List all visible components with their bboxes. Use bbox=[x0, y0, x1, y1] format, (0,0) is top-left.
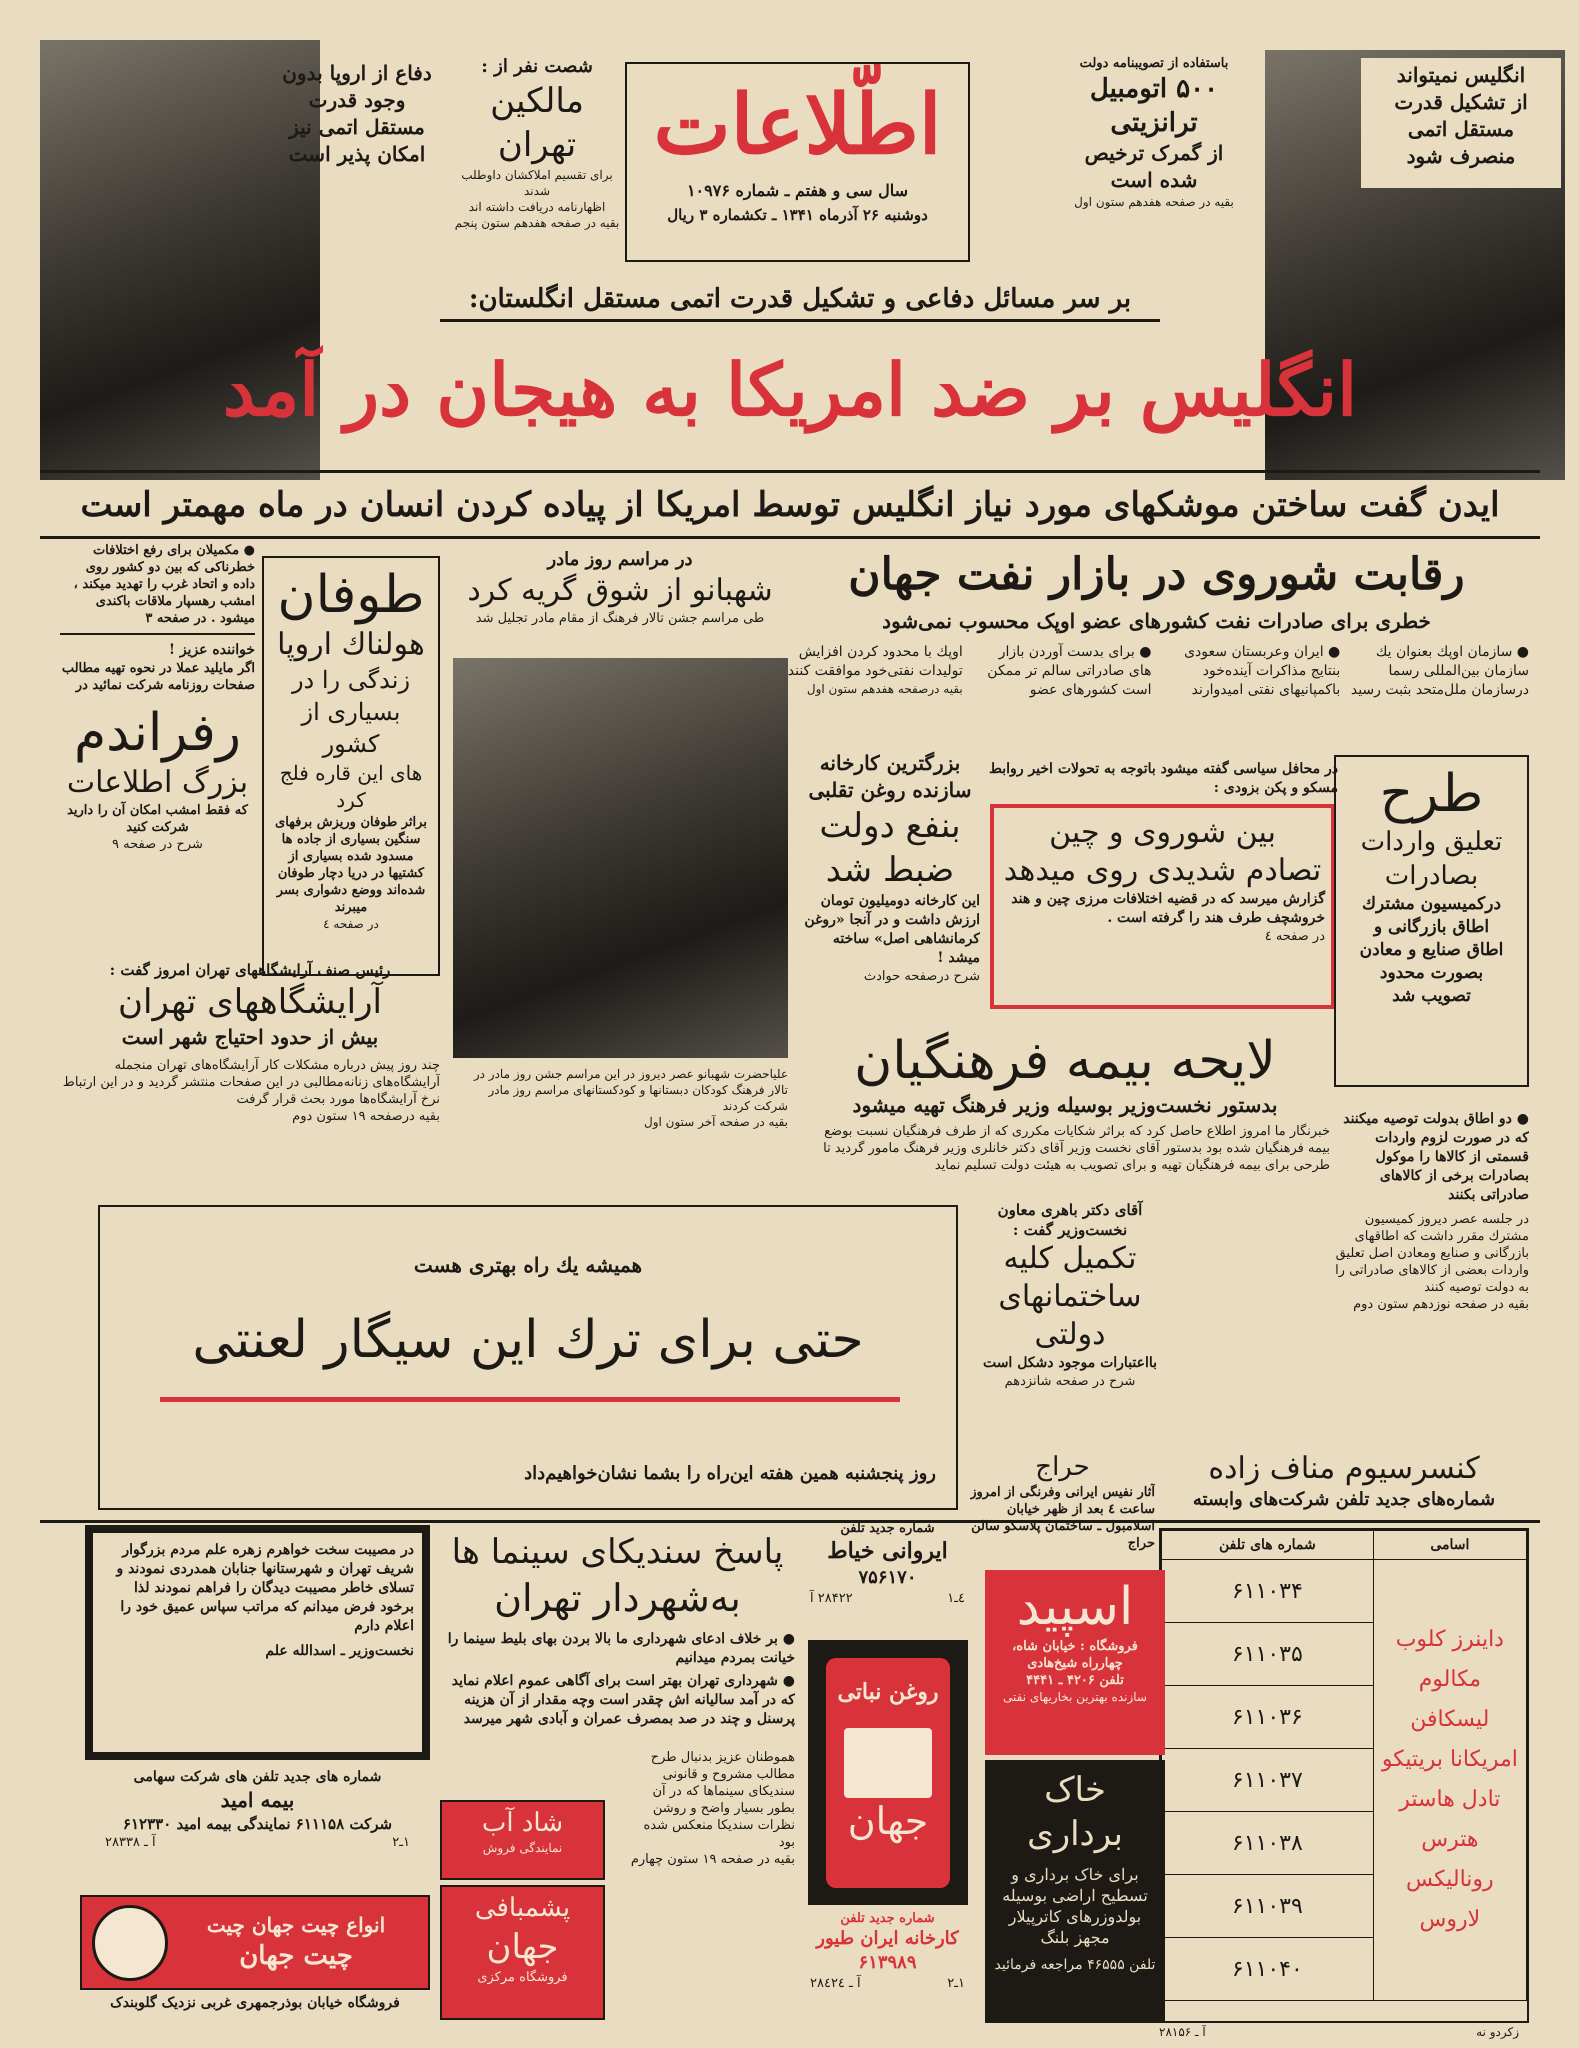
shahbanu-continued: بقیه در صفحه آخر ستون اول bbox=[643, 1115, 788, 1129]
tariff-sub: اطاق صنایع و معادن bbox=[1359, 940, 1504, 960]
tariff-sub: اطاق بازرگانی و bbox=[1373, 917, 1490, 937]
factory-title: ضبط شد bbox=[825, 850, 955, 890]
left-quote-box bbox=[1361, 58, 1561, 188]
cinemas-bullet: ● شهرداری تهران بهتر است برای آگاهی عموم اعلام نماید که در آمد سالیانه اش چقدر است وچه مقدار از آن هزینه پرسنل و چند در صد بمصرف عمران و آبادی شهر میرسد bbox=[451, 1673, 795, 1727]
tariff-note: ● دو اطاق بدولت توصیه میکنند که در صورت لزوم واردات قسمتی از کالاها را موکول بصادرات برخی از کالاهای صادراتی بکنند bbox=[1343, 1111, 1529, 1203]
storm-continued: در صفحه ٤ bbox=[323, 917, 379, 931]
oil-ad-code: ۱ـ۲ bbox=[947, 1976, 965, 1991]
referendum-continued: شرح در صفحه ۹ bbox=[112, 837, 203, 852]
buildings-continued: شرح در صفحه شانزدهم bbox=[1004, 1374, 1136, 1389]
cars-sub-2: شده است bbox=[1110, 168, 1198, 192]
insurance-body: خبرنگار ما امروز اطلاع حاصل کرد که براثر شکایات مکرری که از طرف فرهنگیان نسبت بوضع بیمه فرهنگیان شده بود بدستور آقای نخست وزیر آقای دکتر خانلری وزیر فرهنگ مامور گردید تا طرحی برای بیمه فرهنگیان تهیه و برای تصویب به هیئت دولت تسلیم نماید bbox=[823, 1124, 1330, 1173]
cars-article bbox=[1059, 55, 1249, 265]
barbers-continued: بقیه درصفحه ۱۹ ستون دوم bbox=[292, 1109, 440, 1124]
company-names bbox=[1373, 1560, 1526, 2001]
masthead-logo: اطّلاعات bbox=[653, 77, 942, 173]
shahbanu-caption-text: علیاحضرت شهبانو عصر دیروز در این مراسم جشن روز مادر در تالار فرهنگ کودکان دبستانها و کودکستانهای مراسم روز مادر شرکت کردند bbox=[473, 1067, 788, 1113]
cars-title: ۵۰۰ اتومبیل bbox=[1089, 74, 1219, 104]
oil-title: رقابت شوروی در بازار نفت جهان bbox=[848, 549, 1465, 600]
barbers-article bbox=[60, 960, 440, 1220]
owners-body: برای تقسیم املاکشان داوطلب شدند bbox=[461, 168, 613, 198]
cars-sub: از گمرک ترخیص bbox=[1084, 141, 1224, 165]
oil-col: ● سازمان اوپك بعنوان يك سازمان بين‌المللى رسما درسازمان ملل‌متحد بثبت رسيد bbox=[1350, 644, 1529, 698]
espid-address: فروشگاه : خیابان شاه، چهارراه شیخ‌هادی bbox=[1012, 1639, 1138, 1671]
oil-ad bbox=[808, 1640, 968, 1905]
masthead-volume: سال سی و هفتم ـ شماره ۱۰۹۷۶ bbox=[686, 181, 909, 200]
oil-ad-codes bbox=[800, 1975, 975, 1992]
insurance-ad-kicker: شماره‌ های جدید تلفن های شرکت سهامی bbox=[133, 1769, 382, 1785]
leftcol-rule bbox=[60, 633, 255, 635]
khak-title: خاک برداری bbox=[1027, 1770, 1123, 1854]
khak-body: برای خاک برداری و تسطیح اراضی بوسیله بولدوزرهای کاترپیلار مجهز بلنگ bbox=[1002, 1865, 1148, 1947]
cars-title-2: ترانزیتی bbox=[1110, 108, 1198, 138]
shahbanu-photo bbox=[453, 658, 788, 1058]
storm-sub: کرد bbox=[336, 788, 366, 812]
insurance-title: لایحه بیمه فرهنگیان bbox=[854, 1031, 1276, 1091]
phone-number: ۶۱۱۰۳۶ bbox=[1162, 1686, 1374, 1749]
tariff-more bbox=[1334, 1110, 1529, 1455]
cinemas-title: پاسخ سندیکای سینما ها bbox=[451, 1532, 784, 1572]
cars-kicker: باستفاده از تصویبنامه دولت bbox=[1079, 56, 1229, 71]
sharab-line: نمایندگی فروش bbox=[482, 1841, 563, 1855]
storm-sub: هولناك اروپا bbox=[277, 627, 425, 662]
chit-text bbox=[168, 1912, 424, 1973]
espid-ad bbox=[985, 1570, 1165, 1755]
espid-phone: تلفن ۴۲۰۶ ـ ۴۴۴۱ bbox=[1026, 1673, 1124, 1688]
tariff-sub: بصورت محدود bbox=[1379, 963, 1484, 983]
tariff-title: طرح bbox=[1379, 764, 1484, 824]
concert-sub: شماره‌های جدید تلفن شرکت‌های وابسته bbox=[1192, 1489, 1496, 1510]
concert-header bbox=[1159, 1450, 1529, 1522]
oil-col-text: اوپك با محدود كردن افزايش توليدات نفتى‌خود موافقت كنند bbox=[787, 644, 963, 679]
owners-body-2: اظهارنامه دریافت داشته اند bbox=[468, 200, 606, 214]
factory-article bbox=[800, 750, 980, 1050]
chit-line-2: چیت جهان bbox=[239, 1941, 353, 1971]
tailor-ad bbox=[800, 1520, 975, 1630]
phone-number: ۶۱۱۰۳۵ bbox=[1162, 1623, 1374, 1686]
oil-ad-kicker: شماره جدید تلفن bbox=[840, 1911, 935, 1926]
oil-ad-code-2: آ ـ ۲۸٤۲٤ bbox=[810, 1976, 861, 1991]
barbers-body: چند روز پیش درباره مشکلات كار آرایشگاه‌های تهران منجمله آرایشگاه‌های زنانه‌مطالبی در این صفحات منتشر گردید و در این ارتباط نرخ آرایشگاه‌ها مورد بحث قرار گرفت bbox=[62, 1058, 440, 1107]
tariff-sub: تعلیق واردات bbox=[1360, 827, 1503, 857]
oil-article bbox=[784, 548, 1529, 748]
sharab-ad bbox=[440, 1800, 605, 1880]
banner-rule bbox=[40, 470, 1540, 473]
owners-title-2: تهران bbox=[497, 125, 577, 165]
tariff-article bbox=[1334, 755, 1529, 1087]
espid-tag: سازنده بهترین بخاریهای نفتی bbox=[1003, 1690, 1147, 1704]
tariff-continued: بقیه در صفحه نوزدهم ستون دوم bbox=[1353, 1297, 1529, 1312]
insurance-ad bbox=[85, 1768, 430, 1888]
tailor-code-2: ۲۸۴۲۲ آ bbox=[810, 1591, 853, 1606]
reader-body: اگر مایلید عملا در نحوه تهیه مطالب صفحات روزنامه شرکت نمائید در bbox=[61, 661, 255, 693]
storm-title: طوفان bbox=[277, 565, 425, 625]
sino-title-2: تصادم شدیدی روی میدهد bbox=[1003, 853, 1322, 888]
owners-continued: بقیه در صفحه هفدهم ستون پنجم bbox=[454, 216, 620, 230]
cigar-kicker: همیشه يك راه بهتری هست bbox=[413, 1253, 643, 1277]
cigar-ad bbox=[98, 1205, 958, 1510]
chit-ad bbox=[80, 1895, 430, 1990]
right-quote-line: وجود قدرت bbox=[308, 88, 406, 112]
phone-table bbox=[1159, 1528, 1529, 2023]
auction-title: حراج bbox=[1035, 1452, 1090, 1482]
auction-body: آثار نفیس ایرانی وفرنگی از امروز ساعت ٤ بعد از ظهر خیابان اسلامبول ـ ساختمان پلاسکو سالن حراج bbox=[970, 1485, 1155, 1551]
barbers-deck: بیش از حدود احتیاج شهر است bbox=[121, 1025, 379, 1049]
phone-number: ۶۱۱۰۳۴ bbox=[1162, 1560, 1374, 1623]
cinemas-body: هموطنان عزیز بدنبال طرح مطالب مشروح و قانونی سندیکای سینماها که در آن بطور بسیار واضح و روشن نظرات سندیکا منعکس شده بود bbox=[643, 1750, 795, 1850]
owners-title: مالکین bbox=[490, 81, 584, 121]
storm-sub: زندگی را در bbox=[291, 666, 411, 694]
oil-col bbox=[784, 643, 963, 700]
cars-continued: بقیه در صفحه هفدهم ستون اول bbox=[1074, 195, 1234, 209]
factory-body: این کارخانه دومیلیون تومان ارزش داشت و در آنجا «روغن کرمانشاهی اصل» ساخته میشد ! bbox=[804, 893, 980, 966]
factory-title: بزرگترین کارخانه bbox=[819, 751, 961, 775]
subhead-rule bbox=[40, 536, 1540, 539]
oil-col: ● براى بدست آوردن بازار هاى صادراتى سالم تر ممكن است كشورهاى عضو bbox=[987, 644, 1152, 698]
shahbanu-kicker: در مراسم روز مادر bbox=[547, 549, 693, 570]
masthead-date: دوشنبه ۲۶ آذرماه ۱۳۴۱ ـ تکشماره ۳ ریال bbox=[667, 206, 928, 224]
left-quote-line: مستقل اتمی bbox=[1407, 117, 1515, 141]
insurance-ad-name: بیمه امید bbox=[220, 1788, 295, 1812]
cinemas-continued: بقیه در صفحه ۱۹ ستون چهارم bbox=[630, 1852, 795, 1867]
tailor-name: ایروانی خیاط bbox=[827, 1538, 948, 1564]
cinemas-bullet: ● بر خلاف ادعای شهرداری ما بالا بردن بهای بلیط سینما را خیانت بمردم میدانیم bbox=[447, 1631, 795, 1666]
sino-box bbox=[990, 804, 1335, 1009]
oil-brand-2: جهان bbox=[847, 1799, 929, 1843]
referendum-title: رفراندم bbox=[73, 703, 242, 763]
shahbanu-article bbox=[445, 548, 795, 1148]
phone-footnote-b: آ ـ ۲۸۱۵۶ bbox=[1159, 2025, 1206, 2039]
sino-continued: در صفحه ٤ bbox=[1264, 929, 1325, 944]
referendum-sub: بزرگ اطلاعات bbox=[66, 765, 249, 800]
storm-sub: بسیاری از کشور bbox=[301, 698, 401, 758]
leftcol bbox=[60, 542, 255, 952]
tailor-code: ٤ـ١ bbox=[947, 1591, 965, 1606]
col-numbers-header: شماره های تلفن bbox=[1162, 1531, 1374, 1560]
right-quote-line: امکان پذیر است bbox=[288, 142, 426, 166]
condolence-box bbox=[85, 1525, 430, 1760]
oil-deck: خطری برای صادرات نفت کشورهای عضو اوپک محسوب نمی‌شود bbox=[882, 609, 1431, 633]
left-quote-line: منصرف شود bbox=[1406, 144, 1516, 168]
col-names-header: اسامی bbox=[1373, 1531, 1526, 1560]
masthead bbox=[625, 62, 970, 262]
pashm-ad bbox=[440, 1885, 605, 2020]
espid-brand: اسپید bbox=[1016, 1577, 1134, 1637]
oil-ad-footer bbox=[800, 1910, 975, 2020]
concert-title: کنسرسیوم مناف زاده bbox=[1208, 1451, 1480, 1486]
subhead: ایدن گفت ساختن موشکهای مورد نیاز انگلیس توسط امریکا از پیاده کردن انسان در ماه مهمتر است bbox=[80, 485, 1500, 525]
insurance-deck: بدستور نخست‌وزیر بوسیله وزیر فرهنگ تهیه میشود bbox=[852, 1093, 1278, 1117]
insurance-ad-line: شرکت ۶۱۱۱۵۸ نمایندگی بیمه امید ۶۱۲۳۳۰ bbox=[122, 1815, 393, 1833]
buildings-title: ساختمانهای bbox=[998, 1279, 1142, 1314]
right-quote-line: مستقل اتمی نیز bbox=[289, 115, 425, 139]
insurance-ad-code-2: آ ـ ۲۸۳۳۸ bbox=[105, 1835, 156, 1850]
shahbanu-deck: طی مراسم جشن تالار فرهنگ از مقام مادر تجلیل شد bbox=[475, 611, 765, 626]
factory-title: بنفع دولت bbox=[819, 806, 961, 846]
sino-article bbox=[988, 760, 1338, 1010]
referendum-body: که فقط امشب امکان آن را دارید شرکت کنید bbox=[67, 803, 248, 835]
buildings-kicker: آقای دکتر باهری معاون نخست‌وزیر گفت : bbox=[997, 1201, 1143, 1239]
banner-kicker: بر سر مسائل دفاعی و تشکیل قدرت اتمی مستقل انگلستان: bbox=[440, 282, 1160, 322]
oil-continued: بقيه درصفحه هفدهم ستون اول bbox=[806, 682, 963, 696]
oil-ad-phone: ۶۱۳۹۸۹ bbox=[858, 1952, 917, 1973]
oil-label bbox=[844, 1728, 932, 1798]
barbers-title: آرایشگاههای تهران bbox=[118, 982, 382, 1022]
sino-body: گزارش میرسد که در قضیه اختلافات مرزی چین و هند خروشچف طرف هند را گرفته است . bbox=[1011, 891, 1325, 926]
factory-continued: شرح درصفحه حوادث bbox=[863, 969, 980, 984]
macmillan-note: ● مکمیلان برای رفع اختلافات خطرناکی که بین دو کشور روی داده و اتحاد غرب را تهدید میکند ، امشب رهسپار ملاقات باکندی میشود . در صفحه ۳ bbox=[73, 543, 255, 626]
cigar-headline: حتی برای ترك این سیگار لعنتی bbox=[192, 1310, 864, 1370]
insurance-article bbox=[800, 1030, 1330, 1205]
storm-body: براثر طوفان وريزش برفهاى سنگين بسيارى از جاده ها مسدود شده بسيارى از كشتيها در دريا دچار طوفان شده‌اند ووضع دشوارى بسر ميبرند bbox=[275, 815, 427, 915]
tailor-kicker: شماره جدید تلفن bbox=[840, 1521, 935, 1536]
phone-number: ۶۱۱۰۳۹ bbox=[1162, 1875, 1374, 1938]
auction-article bbox=[970, 1450, 1155, 1580]
tariff-sub: درکمیسیون مشترك bbox=[1361, 894, 1502, 914]
buildings-body: بااعتبارات موجود دشکل است bbox=[982, 1355, 1158, 1371]
sino-kicker: در محافل سیاسی گفته میشود باتوجه به تحولات اخیر روابط مسکو و پکن بزودی : bbox=[988, 761, 1338, 796]
chit-line: انواع چیت جهان چیت bbox=[206, 1913, 386, 1937]
insurance-ad-codes bbox=[85, 1834, 430, 1851]
left-quote-line: انگلیس نمیتواند bbox=[1396, 63, 1526, 87]
cinemas-title-2: به‌شهردار تهران bbox=[494, 1576, 741, 1620]
phone-table-grid bbox=[1161, 1530, 1527, 2001]
buildings-article bbox=[980, 1200, 1160, 1450]
phone-footnote bbox=[1159, 2024, 1519, 2044]
reader-kicker: خواننده عزیز ! bbox=[168, 642, 255, 658]
tailor-phone: ۷۵۶۱۷۰ bbox=[858, 1567, 917, 1588]
kennedy-quote-box bbox=[268, 58, 446, 188]
storm-article bbox=[262, 556, 440, 976]
oil-brand: روغن نباتی bbox=[837, 1679, 939, 1705]
shahbanu-caption bbox=[453, 1066, 788, 1144]
company-names-text: داینرز کلوب مکالوم لیسکافن امریکانا بریتیکو تادل هاستر هترس رونالیکس لاروس bbox=[1381, 1627, 1518, 1932]
owners-article bbox=[452, 55, 622, 285]
sharab-brand: شاد آب bbox=[481, 1808, 564, 1838]
sino-title: بین شوروی و چین bbox=[1049, 815, 1276, 850]
left-quote-line: از تشکیل قدرت bbox=[1394, 90, 1528, 114]
phone-number: ۶۱۱۰۳۸ bbox=[1162, 1812, 1374, 1875]
pashm-brand-2: جهان bbox=[486, 1927, 559, 1967]
right-quote-line: دفاع از اروپا بدون bbox=[282, 61, 432, 85]
cigar-footer: روز پنجشنبه همین هفته این‌راه را بشما نشان‌خواهیم‌داد bbox=[524, 1463, 936, 1484]
cigar-underline bbox=[160, 1397, 900, 1402]
phone-number: ۶۱۱۰۴۰ bbox=[1162, 1938, 1374, 2001]
insurance-ad-code: ۱ـ۲ bbox=[392, 1835, 410, 1850]
khak-ad bbox=[985, 1760, 1165, 2023]
owners-kicker: شصت نفر از : bbox=[481, 56, 593, 77]
oil-col: ● ايران وعربستان سعودى بنتايج مذاكرات آينده‌خود باكمپانيهاى نفتى اميدوارند bbox=[1184, 644, 1341, 698]
factory-title: سازنده روغن تقلبی bbox=[808, 778, 972, 802]
barbers-kicker: رئیس صنف آرایشگاههای تهران امروز گفت : bbox=[109, 961, 391, 979]
globe-icon bbox=[92, 1905, 168, 1981]
oil-columns bbox=[784, 643, 1529, 700]
storm-sub: های این قاره فلج bbox=[279, 761, 423, 785]
pashm-brand: پشمبافی bbox=[474, 1893, 571, 1923]
oil-ad-factory: کارخانه ایران طیور bbox=[816, 1928, 959, 1949]
condolence-body: در مصیبت سخت خواهرم زهره علم مردم بزرگوار شریف تهران و شهرستانها جنابان همدردی نمودند و تسلای خاطر مصیبت دیدگان را فراهم نمودند لذا برخود فرض میدانم که مراتب سپاس عمیق خود را اعلام دارم bbox=[116, 1542, 414, 1634]
banner-headline: انگلیس بر ضد امریکا به هیجان در آمد bbox=[222, 347, 1358, 432]
tariff-sub: بصادرات bbox=[1384, 861, 1479, 891]
chit-footer: فروشگاه خیابان بوذرجمهری غربی نزدیک گلوبندک bbox=[110, 1995, 400, 2011]
buildings-title: دولتی bbox=[1034, 1317, 1106, 1352]
buildings-title: تکمیل کلیه bbox=[1003, 1241, 1137, 1276]
oil-can bbox=[826, 1658, 950, 1888]
condolence-sign: نخست‌وزیر ـ اسدالله علم bbox=[265, 1643, 414, 1659]
shahbanu-title: شهبانو از شوق گریه کرد bbox=[467, 573, 773, 608]
phone-number: ۶۱۱۰۳۷ bbox=[1162, 1749, 1374, 1812]
khak-phone: تلفن ۴۶۵۵۵ مراجعه فرمائید bbox=[994, 1957, 1156, 1973]
tariff-body: در جلسه عصر دیروز کمیسیون مشترك مقرر داشت که اطاقهای بازرگانی و صنایع ومعادن اصل تعلیق واردات بعضی از کالاهای صادراتی را به دولت توصیه کنند bbox=[1335, 1212, 1529, 1295]
tariff-sub: تصویب شد bbox=[1392, 986, 1471, 1006]
phone-footnote-a: زکردو نه bbox=[1476, 2025, 1519, 2039]
tailor-codes bbox=[800, 1590, 975, 1607]
pashm-line: فروشگاه مرکزی bbox=[477, 1970, 568, 1985]
